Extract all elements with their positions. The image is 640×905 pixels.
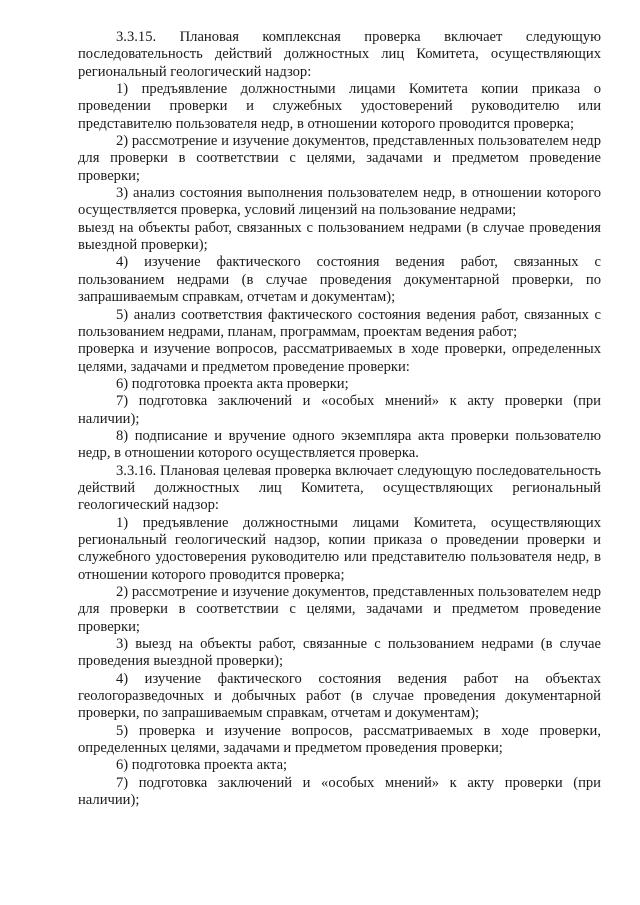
paragraph-targeted-item-5: 5) проверка и изучение вопросов, рассматриваемых в ходе проверки, определенных целями, задачами и предметом проведения проверки; [78,722,601,757]
paragraph-item-8: 8) подписание и вручение одного экземпляра акта проверки пользователю недр, в отношении которого осуществляется проверка. [78,427,601,462]
paragraph-3-3-15-intro: 3.3.15. Плановая комплексная проверка включает следующую последовательность действий должностных лиц Комитета, осуществляющих региональный геологический надзор: [78,29,601,80]
paragraph-item-3-continued: выезд на объекты работ, связанных с пользованием недрами (в случае проведения выездной проверки); [78,219,601,254]
paragraph-targeted-item-3: 3) выезд на объекты работ, связанные с пользованием недрами (в случае проведения выездной проверки); [78,636,601,670]
paragraph-targeted-item-6: 6) подготовка проекта акта; [116,757,288,774]
document-page [78,29,601,809]
paragraph-item-7: 7) подготовка заключений и «особых мнений» к акту проверки (при наличии); [78,393,601,427]
paragraph-targeted-item-7: 7) подготовка заключений и «особых мнений» к акту проверки (при наличии); [78,774,601,809]
paragraph-3-3-16-intro: 3.3.16. Плановая целевая проверка включает следующую последовательность действий должностных лиц Комитета, осуществляющих региональный геологический надзор: [78,462,601,514]
paragraph-item-3: 3) анализ состояния выполнения пользователем недр, в отношении которого осуществляется проверка, условий лицензий на пользование недрами; [78,185,601,219]
paragraph-item-6: 6) подготовка проекта акта проверки; [116,375,349,392]
paragraph-targeted-item-1: 1) предъявление должностными лицами Комитета, осуществляющих региональный геологический надзор, копии приказа о проведении проверки и служебного удостоверения руководителю или представителю пользователя недр, в отношении которого проводится проверка; [78,514,601,583]
paragraph-item-5-continued: проверка и изучение вопросов, рассматриваемых в ходе проверки, определенных целями, задачами и предметом проведение проверки: [78,341,601,375]
paragraph-item-4: 4) изучение фактического состояния ведения работ, связанных с пользованием недрами (в случае проведения документарной проверки, по запрашиваемым справкам, отчетам и документам); [78,254,601,306]
paragraph-item-2: 2) рассмотрение и изучение документов, представленных пользователем недр для проверки в соответствии с целями, задачами и предметом проведение проверки; [78,133,601,184]
paragraph-targeted-item-4: 4) изучение фактического состояния ведения работ на объектах геологоразведочных и добычных работ (в случае проведения документарной проверки, по запрашиваемым справкам, отчетам и документам); [78,670,601,722]
paragraph-item-1: 1) предъявление должностными лицами Комитета копии приказа о проведении проверки и служебных удостоверений руководителю или представителю пользователя недр, в отношении которого проводится проверка; [78,81,601,132]
paragraph-targeted-item-2: 2) рассмотрение и изучение документов, представленных пользователем недр для проверки в соответствии с целями, задачами и предметом проведение проверки; [78,584,601,635]
paragraph-item-5: 5) анализ соответствия фактического состояния ведения работ, связанных с пользованием недрами, планам, программам, проектам ведения работ; [78,306,601,340]
